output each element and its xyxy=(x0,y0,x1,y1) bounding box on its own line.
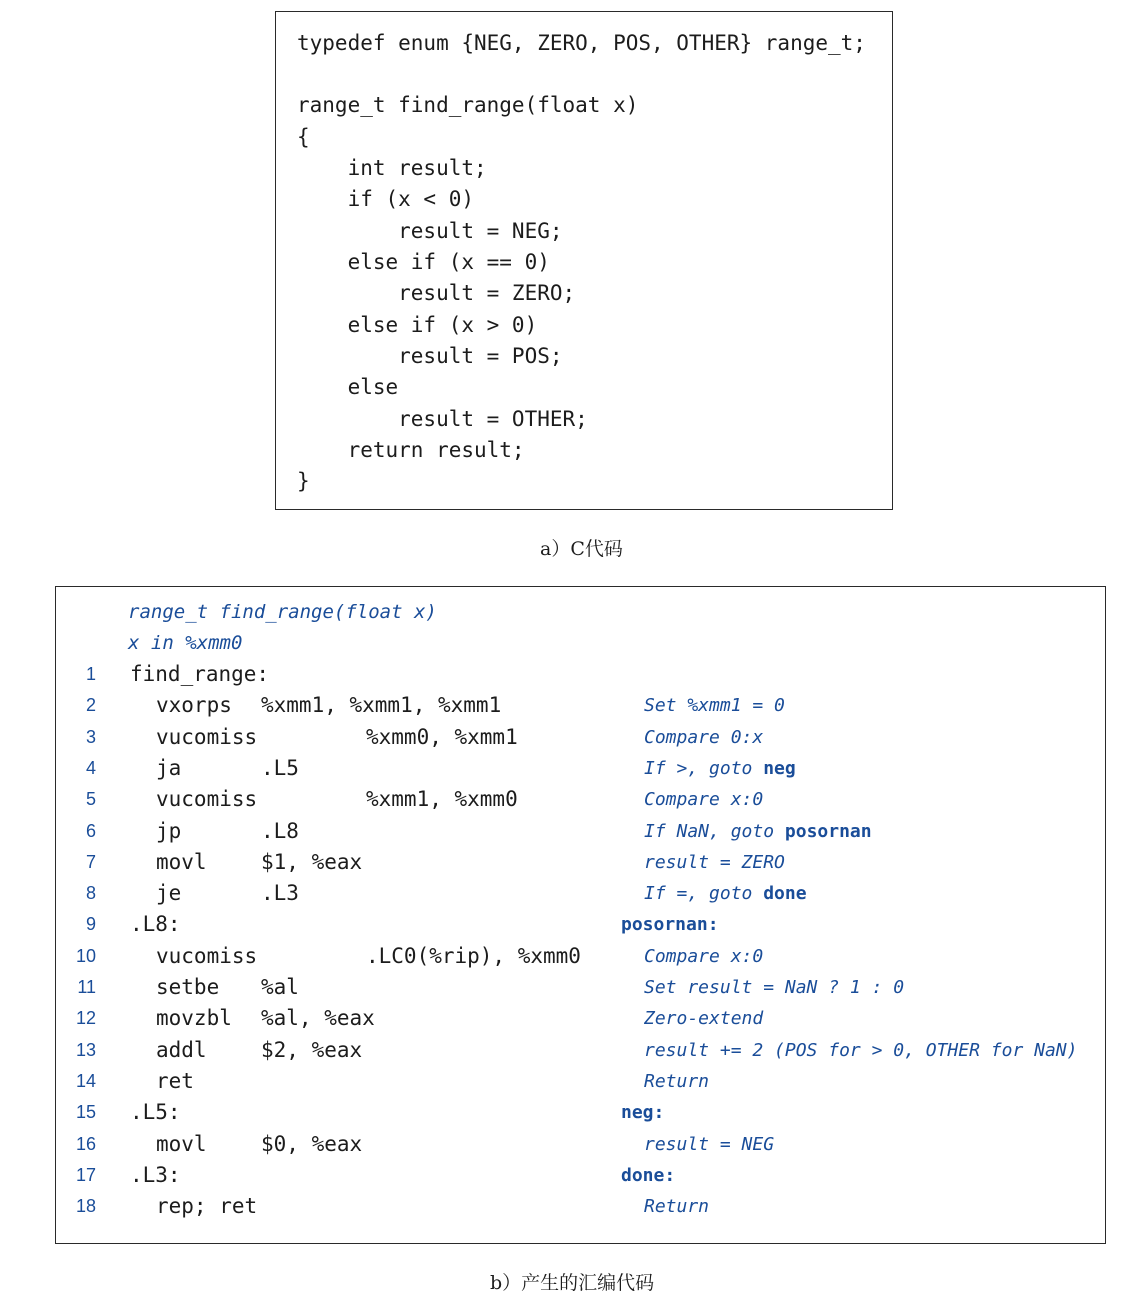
asm-label: .L5: xyxy=(130,1100,181,1125)
asm-row xyxy=(56,784,1107,815)
line-number: 18 xyxy=(75,1196,96,1217)
asm-comment xyxy=(644,1035,1077,1066)
asm-comment-target: posornan xyxy=(784,820,872,842)
line-number: 8 xyxy=(85,883,96,904)
asm-comment-text: Set result = NaN ? 1 : 0 xyxy=(644,977,905,998)
asm-operands: .LC0(%rip), %xmm0 xyxy=(366,943,581,968)
asm-code-box xyxy=(55,586,1106,1244)
asm-label: find_range: xyxy=(130,662,270,686)
c-code-line: else if (x == 0) xyxy=(297,250,550,274)
asm-comment-target: done xyxy=(763,883,807,905)
asm-comment-text: Compare x:0 xyxy=(644,945,764,967)
c-code-line: { xyxy=(297,125,310,149)
asm-operands: $2, %eax xyxy=(261,1037,363,1062)
caption-a: a）C代码 xyxy=(540,538,623,560)
asm-opcode: rep; ret xyxy=(156,1194,258,1219)
asm-header-register: x in %xmm0 xyxy=(128,632,243,654)
asm-comment-label: posornan: xyxy=(621,914,719,936)
line-number: 13 xyxy=(75,1039,96,1060)
asm-comment-label: done: xyxy=(621,1164,676,1186)
asm-operands: $0, %eax xyxy=(261,1131,363,1156)
c-code-line: else if (x > 0) xyxy=(297,313,538,337)
asm-row xyxy=(56,753,1107,784)
asm-row xyxy=(56,722,1107,753)
asm-label: .L8: xyxy=(130,912,181,937)
asm-comment-text: Zero-extend xyxy=(644,1008,764,1030)
asm-opcode: vxorps xyxy=(156,693,232,718)
c-code-line: result = OTHER; xyxy=(297,407,588,431)
asm-opcode: movl xyxy=(156,1131,207,1156)
c-code-line: } xyxy=(297,469,310,493)
asm-comment-text: result += 2 (POS for > 0, OTHER for NaN) xyxy=(644,1039,1078,1061)
c-code-line: result = NEG; xyxy=(297,219,563,243)
asm-row xyxy=(56,972,1107,1003)
asm-comment xyxy=(644,941,763,972)
line-number: 7 xyxy=(85,851,96,872)
asm-opcode: vucomiss xyxy=(156,724,258,749)
asm-row xyxy=(56,659,1107,690)
c-code-line: return result; xyxy=(297,438,525,462)
line-number: 4 xyxy=(85,757,96,778)
asm-opcode: movl xyxy=(156,849,207,874)
asm-comment-label: neg: xyxy=(621,1102,665,1124)
asm-comment xyxy=(644,1066,709,1097)
asm-row xyxy=(56,878,1107,909)
asm-comment xyxy=(644,1191,709,1222)
asm-operands: %xmm1, %xmm0 xyxy=(366,787,518,812)
asm-row xyxy=(56,690,1107,721)
asm-operands: %al xyxy=(261,975,299,999)
asm-row xyxy=(56,1160,1107,1191)
asm-row xyxy=(56,941,1107,972)
asm-row xyxy=(56,816,1107,847)
c-code-box xyxy=(275,11,893,510)
asm-row xyxy=(56,1066,1107,1097)
asm-comment-text: If NaN, goto xyxy=(644,820,785,842)
line-number: 14 xyxy=(75,1070,96,1091)
line-number: 16 xyxy=(75,1133,96,1154)
asm-opcode: setbe xyxy=(156,975,220,999)
c-code-line: int result; xyxy=(297,156,487,180)
asm-operands: %xmm1, %xmm1, %xmm1 xyxy=(261,693,502,718)
asm-opcode: vucomiss xyxy=(156,943,258,968)
line-number: 10 xyxy=(75,945,96,966)
asm-comment xyxy=(644,784,763,815)
asm-opcode: jp xyxy=(156,818,182,843)
c-code-line: typedef enum {NEG, ZERO, POS, OTHER} range_t; xyxy=(297,31,866,55)
asm-comment xyxy=(644,816,872,847)
asm-comment xyxy=(644,847,785,878)
caption-b: b）产生的汇编代码 xyxy=(490,1272,655,1294)
asm-operands: .L5 xyxy=(261,755,299,780)
asm-row xyxy=(56,1035,1107,1066)
asm-row xyxy=(56,1129,1107,1160)
line-number: 17 xyxy=(75,1164,96,1185)
asm-opcode: ret xyxy=(156,1068,194,1093)
asm-header-signature: range_t find_range(float x) xyxy=(128,601,437,623)
asm-comment-text: Compare 0:x xyxy=(644,726,764,748)
asm-comment-text: Compare x:0 xyxy=(644,789,764,811)
line-number: 2 xyxy=(85,695,96,716)
line-number: 3 xyxy=(85,726,96,747)
asm-comment xyxy=(644,1129,774,1160)
asm-comment-text: Set %xmm1 = 0 xyxy=(644,695,785,717)
asm-comment-text: If =, goto xyxy=(644,883,764,905)
asm-row xyxy=(56,909,1107,940)
c-code-line: range_t find_range(float x) xyxy=(297,93,639,117)
asm-operands: .L8 xyxy=(261,818,299,843)
c-code-line: if (x < 0) xyxy=(297,187,475,211)
asm-opcode: ja xyxy=(156,755,182,780)
asm-row xyxy=(56,1097,1107,1128)
line-number: 1 xyxy=(85,664,96,684)
asm-opcode: je xyxy=(156,881,182,906)
asm-comment-text: result = ZERO xyxy=(644,851,785,873)
asm-comment xyxy=(644,690,785,721)
line-number: 5 xyxy=(85,789,96,810)
line-number: 15 xyxy=(75,1102,96,1123)
asm-label: .L3: xyxy=(130,1162,181,1187)
asm-comment xyxy=(644,753,796,784)
c-code-line: result = POS; xyxy=(297,344,563,368)
asm-operands: .L3 xyxy=(261,881,299,906)
line-number: 9 xyxy=(85,914,96,935)
c-code-line: result = ZERO; xyxy=(297,281,576,305)
line-number: 6 xyxy=(85,820,96,841)
asm-row xyxy=(56,1191,1107,1222)
line-number: 11 xyxy=(77,977,96,997)
asm-comment xyxy=(644,1003,763,1034)
asm-comment-text: Return xyxy=(644,1070,710,1092)
asm-operands: %al, %eax xyxy=(261,1006,375,1031)
asm-comment xyxy=(644,878,807,909)
asm-comment-target: neg xyxy=(763,757,796,779)
asm-opcode: movzbl xyxy=(156,1006,232,1031)
line-number: 12 xyxy=(75,1008,96,1029)
asm-comment-text: If >, goto xyxy=(644,757,764,779)
asm-comment-text: result = NEG xyxy=(644,1133,775,1155)
c-code-line: else xyxy=(297,375,399,399)
asm-operands: %xmm0, %xmm1 xyxy=(366,724,518,749)
asm-opcode: addl xyxy=(156,1037,207,1062)
asm-comment xyxy=(644,972,904,1003)
asm-operands: $1, %eax xyxy=(261,849,363,874)
asm-opcode: vucomiss xyxy=(156,787,258,812)
asm-row xyxy=(56,847,1107,878)
asm-comment-text: Return xyxy=(644,1196,710,1218)
asm-row xyxy=(56,1003,1107,1034)
asm-comment xyxy=(644,722,763,753)
